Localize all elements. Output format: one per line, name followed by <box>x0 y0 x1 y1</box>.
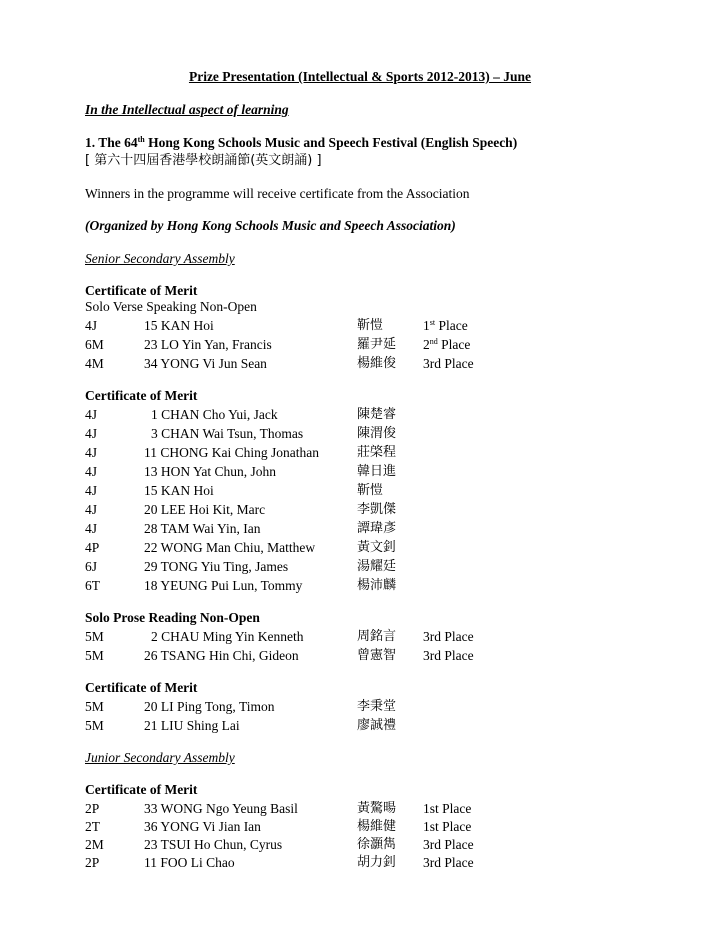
class-cell: 2M <box>85 837 104 852</box>
place-cell: 1st Place <box>423 819 472 834</box>
chinese-name: 曾憲智 <box>357 648 397 663</box>
festival-heading <box>85 136 517 150</box>
table-row <box>0 446 720 462</box>
festival-suffix: Hong Kong Schools Music and Speech Festival (English Speech) <box>144 135 518 150</box>
place-number: 1 <box>423 318 430 333</box>
class-cell: 4J <box>85 407 98 422</box>
table-row <box>0 484 720 500</box>
table-row <box>0 820 720 836</box>
place-cell <box>423 319 468 333</box>
chinese-name: 周銘言 <box>357 629 397 644</box>
festival-chinese-title: [ 第六十四屆香港學校朗誦節(英文朗誦) ] <box>85 153 322 168</box>
group-title: Certificate of Merit <box>85 388 198 403</box>
class-cell: 6T <box>85 578 100 593</box>
group-title: Certificate of Merit <box>85 680 198 695</box>
place-ordinal: st <box>429 318 436 327</box>
student-name: 15 KAN Hoi <box>144 483 214 498</box>
student-name: 21 LIU Shing Lai <box>144 718 240 733</box>
place-ordinal: nd <box>429 337 438 346</box>
group-title: Certificate of Merit <box>85 782 198 797</box>
chinese-name: 陳楚睿 <box>357 407 397 422</box>
table-row <box>0 465 720 481</box>
student-name: 15 KAN Hoi <box>144 318 214 333</box>
student-name: 20 LI Ping Tong, Timon <box>144 699 275 714</box>
student-name: 28 TAM Wai Yin, Ian <box>144 521 261 536</box>
chinese-name: 湯耀廷 <box>357 559 397 574</box>
chinese-name: 胡力釗 <box>357 855 397 870</box>
table-row <box>0 357 720 373</box>
class-cell: 4J <box>85 445 98 460</box>
student-name: 29 TONG Yiu Ting, James <box>144 559 289 574</box>
table-row <box>0 522 720 538</box>
place-suffix: Place <box>437 337 471 352</box>
chinese-name: 譚瑋彥 <box>357 521 397 536</box>
table-row <box>0 719 720 735</box>
student-name: 11 CHONG Kai Ching Jonathan <box>144 445 319 460</box>
class-cell: 5M <box>85 648 104 663</box>
chinese-name: 楊沛麟 <box>357 578 397 593</box>
student-name: 2 CHAU Ming Yin Kenneth <box>151 629 304 644</box>
junior-assembly-heading: Junior Secondary Assembly <box>85 750 235 765</box>
chinese-name: 羅尹延 <box>357 337 397 352</box>
class-cell: 2T <box>85 819 100 834</box>
chinese-name: 楊維健 <box>357 819 397 834</box>
class-cell: 4J <box>85 426 98 441</box>
festival-prefix: 1. The 64 <box>85 135 138 150</box>
chinese-name: 黃文釗 <box>357 540 397 555</box>
chinese-name: 靳愷 <box>357 318 384 333</box>
table-row <box>0 579 720 595</box>
table-row <box>0 338 720 354</box>
group-subtitle: Solo Verse Speaking Non-Open <box>85 299 257 314</box>
student-name: 23 TSUI Ho Chun, Cyrus <box>144 837 283 852</box>
class-cell: 6M <box>85 337 104 352</box>
class-cell: 5M <box>85 699 104 714</box>
place-number: 3rd Place <box>423 356 474 371</box>
student-name: 1 CHAN Cho Yui, Jack <box>151 407 278 422</box>
chinese-name: 陳渭俊 <box>357 426 397 441</box>
place-suffix: Place <box>435 318 468 333</box>
place-cell: 3rd Place <box>423 648 474 663</box>
chinese-name: 楊維俊 <box>357 356 397 371</box>
chinese-name: 韓日進 <box>357 464 397 479</box>
table-row <box>0 630 720 646</box>
student-name: 18 YEUNG Pui Lun, Tommy <box>144 578 303 593</box>
table-row <box>0 560 720 576</box>
student-name: 36 YONG Vi Jian Ian <box>144 819 261 834</box>
organizer-note: (Organized by Hong Kong Schools Music and Speech Association) <box>85 218 456 233</box>
student-name: 13 HON Yat Chun, John <box>144 464 277 479</box>
table-row <box>0 408 720 424</box>
student-name: 3 CHAN Wai Tsun, Thomas <box>151 426 304 441</box>
table-row <box>0 541 720 557</box>
chinese-name: 靳愷 <box>357 483 384 498</box>
place-cell: 3rd Place <box>423 629 474 644</box>
chinese-name: 廖誠禮 <box>357 718 397 733</box>
chinese-name: 莊棨程 <box>357 445 397 460</box>
table-row <box>0 319 720 335</box>
class-cell: 4J <box>85 483 98 498</box>
class-cell: 5M <box>85 629 104 644</box>
student-name: 20 LEE Hoi Kit, Marc <box>144 502 266 517</box>
senior-assembly-heading: Senior Secondary Assembly <box>85 251 235 266</box>
student-name: 33 WONG Ngo Yeung Basil <box>144 801 298 816</box>
student-name: 11 FOO Li Chao <box>144 855 235 870</box>
group-title: Certificate of Merit <box>85 283 198 298</box>
student-name: 26 TSANG Hin Chi, Gideon <box>144 648 299 663</box>
certificate-note: Winners in the programme will receive certificate from the Association <box>85 186 470 201</box>
student-name: 22 WONG Man Chiu, Matthew <box>144 540 316 555</box>
festival-ordinal-suffix: th <box>137 135 145 144</box>
student-name: 34 YONG Vi Jun Sean <box>144 356 267 371</box>
place-cell: 3rd Place <box>423 837 474 852</box>
table-row <box>0 649 720 665</box>
table-row <box>0 427 720 443</box>
class-cell: 2P <box>85 855 100 870</box>
table-row <box>0 802 720 818</box>
class-cell: 6J <box>85 559 98 574</box>
table-row <box>0 503 720 519</box>
student-name: 23 LO Yin Yan, Francis <box>144 337 272 352</box>
place-cell: 1st Place <box>423 801 472 816</box>
chinese-name: 徐灝雋 <box>357 837 397 852</box>
table-row <box>0 700 720 716</box>
class-cell: 4J <box>85 521 98 536</box>
place-cell <box>423 338 470 352</box>
place-cell <box>423 357 474 371</box>
class-cell: 2P <box>85 801 100 816</box>
class-cell: 4J <box>85 464 98 479</box>
class-cell: 4J <box>85 502 98 517</box>
chinese-name: 李凱傑 <box>357 502 397 517</box>
page-title: Prize Presentation (Intellectual & Sports 2012-2013) – June <box>188 69 532 84</box>
place-number: 2 <box>423 337 430 352</box>
chinese-name: 黃驁暘 <box>357 801 397 816</box>
class-cell: 4J <box>85 318 98 333</box>
section-heading: In the Intellectual aspect of learning <box>85 102 289 117</box>
class-cell: 5M <box>85 718 104 733</box>
table-row <box>0 838 720 854</box>
chinese-name: 李秉堂 <box>357 699 397 714</box>
table-row <box>0 856 720 872</box>
class-cell: 4M <box>85 356 104 371</box>
place-cell: 3rd Place <box>423 855 474 870</box>
group-title: Solo Prose Reading Non-Open <box>85 610 260 625</box>
class-cell: 4P <box>85 540 100 555</box>
